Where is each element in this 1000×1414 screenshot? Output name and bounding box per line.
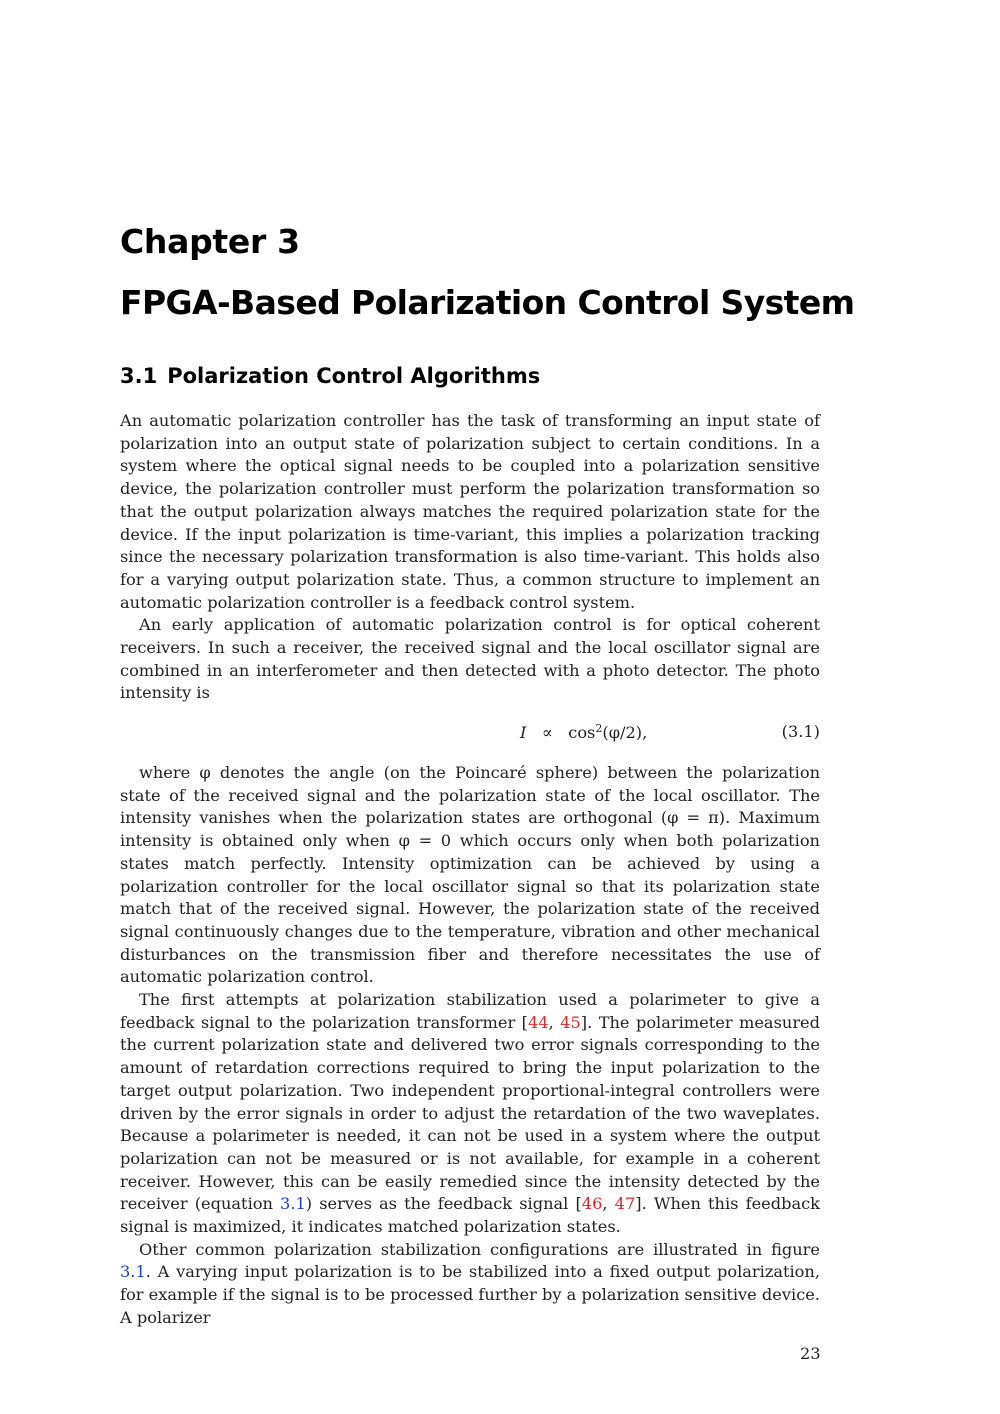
citation-link[interactable]: 44 [527,1012,549,1032]
equation-lhs: I [520,723,527,742]
equation-function: cos [568,723,596,742]
equation-power: 2 [595,722,603,735]
equation-reference-link[interactable]: 3.1 [280,1194,306,1214]
equation-body [520,722,647,742]
paragraph-2: An early application of automatic polarization control is for optical coherent receivers. In such a receiver, the received signal and the local oscillator signal are combined in an interferometer and then detected with a photo detector. The photo intensity is [120,615,820,703]
paragraph-4: The first attempts at polarization stabilization used a polarimeter to give a feedback signal to the polarization transformer [44, 45]. The polarimeter measured the current polarization state and delivered two error signals corresponding to the amount of retardation corrections required to bring the input polarization to the target output polarization. Two independent proportional-integral controllers were driven by the error signals in order to adjust the retardation of the two waveplates. Because a polarimeter is needed, it can not be used in a system where the output polarization can not be measured or is not available, for example in a coherent receiver. However, this can be easily remedied since the intensity detected by the receiver (equation 3.1) serves as the feedback signal [46, 47]. When this feedback signal is maximized, it indicates matched polarization states. [120,990,821,1237]
paragraph-1: An automatic polarization controller has the task of transforming an input state of polarization into an output state of polarization subject to certain conditions. In a system where the optical signal needs to be coupled into a polarization sensitive device, the polarization controller must perform the polarization transformation so that the output polarization always matches the required polarization state for the device. If the input polarization is time-variant, this implies a polarization tracking since the necessary polarization transformation is also time-variant. This holds also for a varying output polarization state. Thus, a common structure to implement an automatic polarization controller is a feedback control system. [120,411,820,612]
equation-argument: (φ/2), [602,723,648,742]
body-text-bottom [120,762,820,1330]
paragraph-5: Other common polarization stabilization configurations are illustrated in figure 3.1. A varying input polarization is to be stabilized into a fixed output polarization, for example if the signal is to be processed further by a polarization sensitive device. A polarizer [120,1239,820,1327]
chapter-title: FPGA-Based Polarization Control System [120,283,855,322]
page-number: 23 [800,1344,821,1363]
equation-3-1 [120,722,820,746]
citation-link[interactable]: 45 [560,1012,581,1032]
equation-number: (3.1) [781,722,820,741]
figure-reference-link[interactable]: 3.1 [120,1262,146,1282]
paragraph-3: where φ denotes the angle (on the Poincaré sphere) between the polarization state of the received signal and the polarization state of the local oscillator. The intensity vanishes when the polarization states are orthogonal (φ = π). Maximum intensity is obtained only when φ = 0 which occurs only when both polarization states match perfectly. Intensity optimization can be achieved by using a polarization controller for the local oscillator signal so that its polarization state match that of the received signal. However, the polarization state of the received signal continuously changes due to the temperature, vibration and other mechanical disturbances on the transmission fiber and therefore necessitates the use of automatic polarization control. [120,763,820,987]
section-title: Polarization Control Algorithms [167,364,541,388]
section-number: 3.1 [120,364,158,388]
section-heading [120,364,540,388]
chapter-label: Chapter 3 [120,222,300,261]
body-text-top [120,410,820,705]
citation-link[interactable]: 47 [614,1194,636,1214]
equation-relation: ∝ [541,723,553,742]
citation-link[interactable]: 46 [581,1194,603,1214]
